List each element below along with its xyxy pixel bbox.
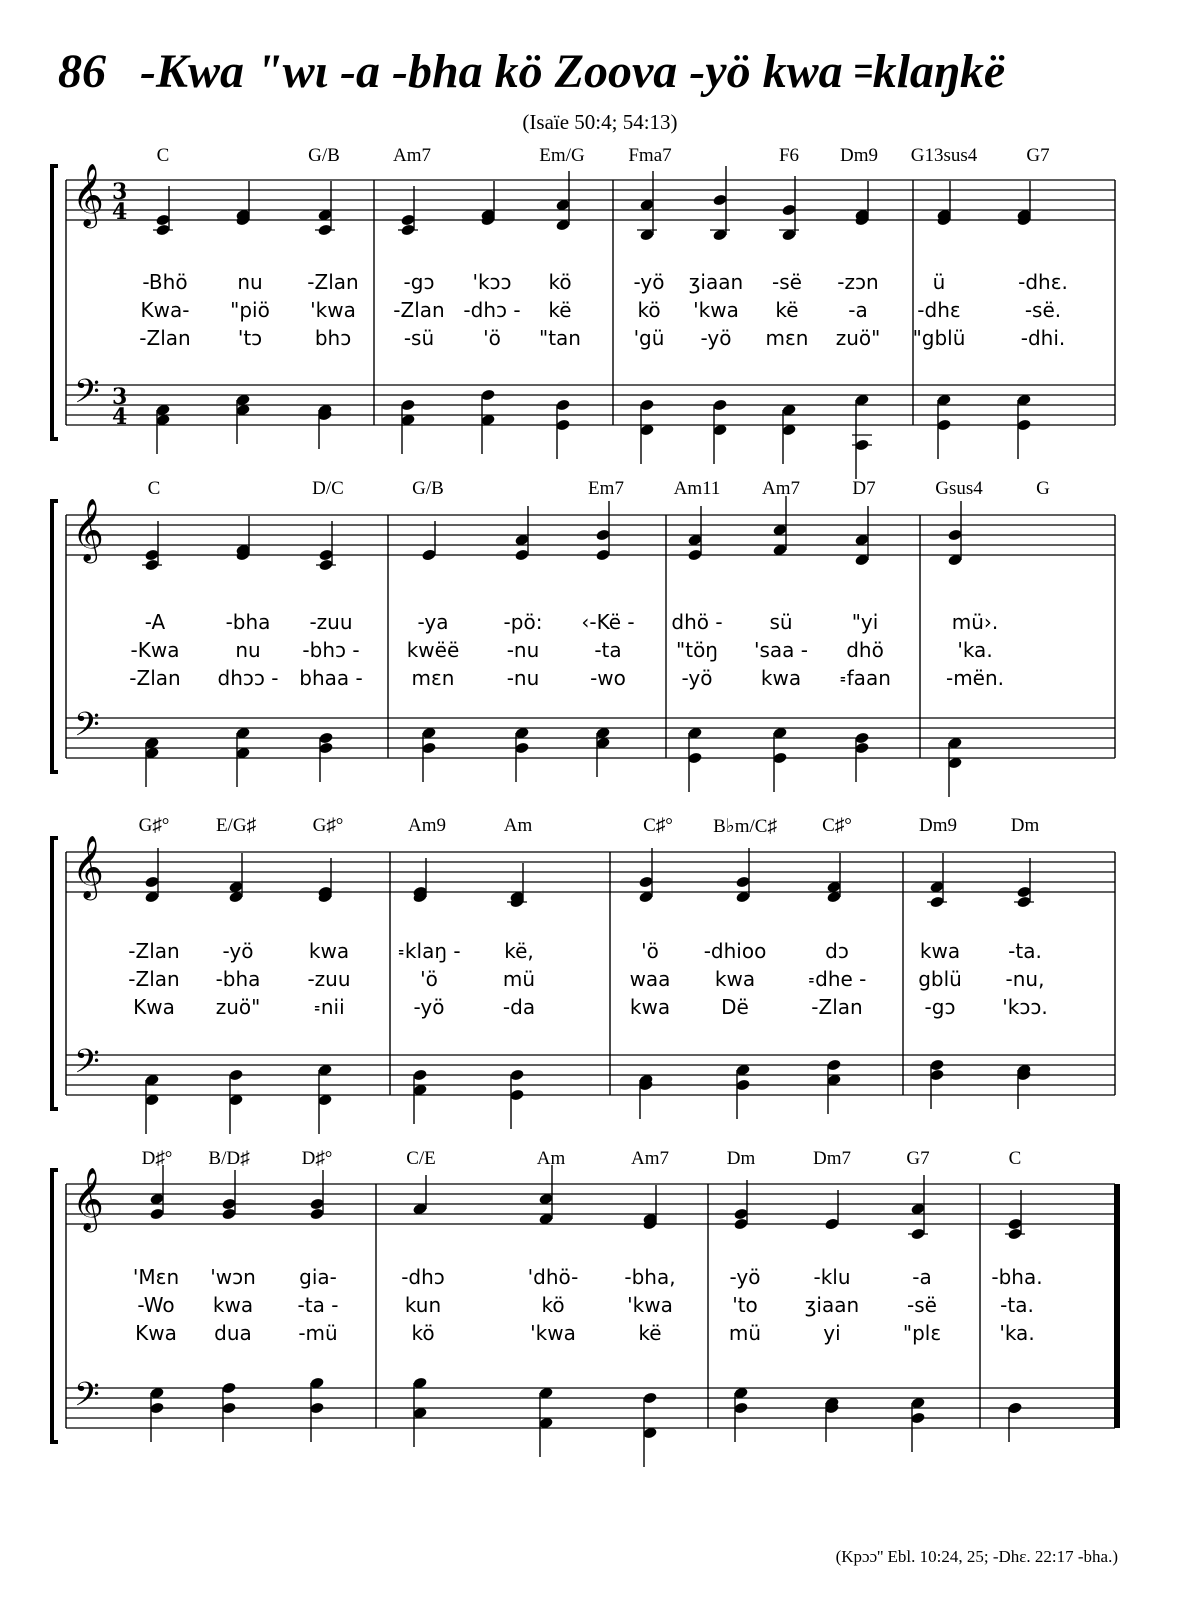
chord-symbol: G/B: [308, 145, 340, 166]
note-chord: [221, 1381, 236, 1442]
lyric-syllable: mü›.: [951, 610, 999, 634]
chord-symbol: Dm: [1010, 815, 1040, 836]
lyric-syllable: -bha.: [991, 1265, 1043, 1289]
lyric-syllable: -dhɛ: [917, 298, 961, 322]
chord-symbol: C: [1008, 1148, 1022, 1169]
lyric-syllable: -yö: [700, 326, 732, 350]
lyric-syllable: -mü: [298, 1321, 338, 1345]
chord-symbol: Dm7: [813, 1148, 851, 1169]
lyric-syllable: -Zlan: [139, 326, 191, 350]
bass-clef-icon: 𝄢: [74, 1043, 100, 1089]
lyric-syllable: dua: [214, 1321, 252, 1345]
chord-symbol: Gsus4: [935, 478, 983, 499]
lyric-syllable: 'ö: [483, 326, 501, 350]
lyric-syllable: kö: [548, 270, 572, 294]
note-chord: [149, 1165, 164, 1221]
lyric-syllable: -ta -: [297, 1293, 339, 1317]
chord-symbol: G7: [906, 1148, 930, 1169]
footer-reference: (Kpɔɔ'' Ebl. 10:24, 25; -Dhɛ. 22:17 -bha.): [835, 1547, 1118, 1566]
treble-clef-icon: 𝄞: [72, 1167, 104, 1230]
lyric-syllable: bhaa -: [299, 666, 363, 690]
lyric-syllable: bhɔ: [314, 326, 352, 350]
note-chord: [149, 1386, 164, 1442]
lyric-syllable: -yö: [729, 1265, 761, 1289]
lyric-syllable: 'to: [732, 1293, 758, 1317]
chord-symbol: G♯°: [312, 815, 344, 836]
lyric-syllable: "tan: [539, 326, 581, 350]
lyric-syllable: -Zlan: [811, 995, 863, 1019]
chord-symbol: Am7: [393, 145, 431, 166]
lyric-syllable: -yö: [413, 995, 445, 1019]
lyric-syllable: "gblü: [912, 326, 966, 350]
note-chord: [538, 1165, 553, 1226]
lyric-syllable: -Zlan: [393, 298, 445, 322]
lyric-syllable: -së: [907, 1293, 937, 1317]
lyric-syllable: 'gü: [633, 326, 665, 350]
chord-symbol: Dm9: [840, 145, 878, 166]
lyric-syllable: -zɔn: [837, 270, 879, 294]
lyric-syllable: 'kwa: [530, 1321, 576, 1345]
lyric-syllable: -zuu: [309, 610, 353, 634]
note-chord: [309, 1170, 324, 1221]
lyric-syllable: 'tɔ: [237, 326, 263, 350]
lyric-syllable: dhö: [846, 638, 884, 662]
lyric-syllable: -nu: [506, 638, 540, 662]
chord-symbol: C/E: [406, 1148, 436, 1169]
lyric-syllable: 'kwa: [627, 1293, 673, 1317]
lyric-syllable: ü: [932, 270, 946, 294]
lyric-syllable: nu: [237, 270, 263, 294]
lyric-syllable: -gɔ: [403, 270, 435, 294]
lyric-syllable: "piö: [230, 298, 270, 322]
lyric-syllable: zuö": [215, 995, 261, 1019]
treble-clef-icon: 𝄞: [72, 498, 104, 561]
lyric-syllable: ꞊klaŋ -: [397, 939, 461, 963]
time-signature-bottom: 4: [112, 199, 128, 225]
lyric-syllable: gblü: [918, 967, 962, 991]
note-chord: [733, 1180, 748, 1231]
note-chord: [1005, 1190, 1025, 1241]
note-chord: [824, 1396, 839, 1442]
chord-symbol: E/G♯: [215, 815, 257, 836]
lyric-syllable: yi: [823, 1321, 841, 1345]
chord-symbol: C: [147, 478, 161, 499]
chord-symbol: G♯°: [138, 815, 170, 836]
lyric-syllable: kun: [404, 1293, 442, 1317]
note-chord: [733, 1386, 748, 1442]
chord-symbol: D/C: [312, 478, 344, 499]
lyric-syllable: ꞊dhe -: [807, 967, 867, 991]
lyric-syllable: -ta.: [1000, 1293, 1034, 1317]
time-signature-bottom: 4: [112, 404, 128, 430]
lyric-syllable: -Zlan: [129, 666, 181, 690]
chord-symbol: Am9: [408, 815, 446, 836]
lyric-syllable: Dë: [721, 995, 749, 1019]
lyric-syllable: 'kɔɔ: [472, 270, 512, 294]
lyric-syllable: -së: [772, 270, 802, 294]
chord-symbol: G7: [1026, 145, 1050, 166]
lyric-syllable: zuö": [835, 326, 881, 350]
lyric-syllable: kö: [411, 1321, 435, 1345]
lyric-syllable: 'ö: [641, 939, 659, 963]
lyric-syllable: mü: [728, 1321, 762, 1345]
lyric-syllable: ‹-Kë -: [581, 610, 635, 634]
lyric-syllable: kö: [541, 1293, 565, 1317]
note-chord: [642, 1391, 657, 1467]
lyric-syllable: -bha: [225, 610, 271, 634]
lyric-syllable: kö: [637, 298, 661, 322]
chord-symbol: Em7: [588, 478, 624, 499]
lyric-syllable: -yö: [222, 939, 254, 963]
bass-clef-icon: 𝄢: [74, 1376, 100, 1422]
lyric-syllable: mɛn: [765, 326, 809, 350]
chord-symbol: Am: [536, 1148, 566, 1169]
lyric-syllable: dɔ: [825, 939, 849, 963]
lyric-syllable: -Zlan: [128, 939, 180, 963]
lyric-syllable: Kwa: [135, 1321, 177, 1345]
lyric-syllable: -yö: [681, 666, 713, 690]
lyric-syllable: mɛn: [411, 666, 455, 690]
note-chord: [910, 1396, 925, 1452]
lyric-syllable: 'Mɛn: [132, 1265, 180, 1289]
chord-symbol: Fma7: [628, 145, 672, 166]
lyric-syllable: kë: [638, 1321, 662, 1345]
lyric-syllable: 'dhö-: [527, 1265, 579, 1289]
lyric-syllable: 'ka.: [999, 1321, 1035, 1345]
lyric-syllable: 'saa -: [753, 638, 809, 662]
lyric-syllable: 'kwa: [310, 298, 356, 322]
lyric-syllable: Kwa: [133, 995, 175, 1019]
lyric-syllable: -dhioo: [703, 939, 767, 963]
lyric-syllable: -yö: [633, 270, 665, 294]
lyric-syllable: -bha,: [624, 1265, 676, 1289]
lyric-syllable: -zuu: [307, 967, 351, 991]
scripture-reference: (Isaïe 50:4; 54:13): [522, 110, 678, 134]
lyric-syllable: 'kɔɔ.: [1002, 995, 1048, 1019]
lyric-syllable: dhɔɔ -: [217, 666, 279, 690]
chord-symbol: B♭m/C♯: [713, 816, 777, 837]
lyric-syllable: -dhɔ: [401, 1265, 445, 1289]
lyric-syllable: -dhi.: [1020, 326, 1066, 350]
lyric-syllable: -a: [912, 1265, 932, 1289]
chord-symbol: B/D♯: [208, 1148, 250, 1169]
chord-symbol: F6: [778, 145, 800, 166]
chord-symbol: D♯°: [141, 1148, 173, 1169]
lyric-syllable: ʒiaan: [688, 270, 744, 294]
lyric-syllable: -Wo: [137, 1293, 175, 1317]
note-chord: [309, 1376, 324, 1442]
lyric-syllable: 'kwa: [693, 298, 739, 322]
chord-symbol: C♯°: [643, 815, 673, 836]
lyric-syllable: kwa: [760, 666, 802, 690]
lyric-syllable: ꞊nii: [313, 995, 345, 1019]
chord-symbol: Dm: [726, 1148, 756, 1169]
note-chord: [1007, 1401, 1022, 1442]
bass-clef-icon: 𝄢: [74, 706, 100, 752]
chord-symbol: D♯°: [301, 1148, 333, 1169]
lyric-syllable: kë: [775, 298, 799, 322]
chord-symbol: Am7: [631, 1148, 669, 1169]
lyric-syllable: dhö -: [671, 610, 723, 634]
lyric-syllable: -ta.: [1008, 939, 1042, 963]
lyric-syllable: 'ö: [420, 967, 438, 991]
lyric-syllable: -Zlan: [128, 967, 180, 991]
treble-clef-icon: 𝄞: [72, 163, 104, 226]
lyric-syllable: -wo: [590, 666, 626, 690]
chord-symbol: Dm9: [919, 815, 957, 836]
chord-symbol: G/B: [412, 478, 444, 499]
note-chord: [824, 1190, 839, 1231]
lyric-syllable: "yi: [851, 610, 879, 634]
lyric-syllable: kwa: [629, 995, 671, 1019]
lyric-syllable: -nu: [506, 666, 540, 690]
note-chord: [221, 1170, 236, 1221]
lyric-syllable: -sü: [403, 326, 435, 350]
lyric-syllable: -A: [144, 610, 166, 634]
chord-symbol: Em/G: [539, 145, 585, 166]
brace-bracket-icon: [52, 1170, 58, 1442]
chord-symbol: C♯°: [822, 815, 852, 836]
chord-symbol: D7: [852, 478, 876, 499]
lyric-syllable: waa: [629, 967, 671, 991]
lyric-syllable: sü: [769, 610, 793, 634]
lyric-syllable: -nu,: [1005, 967, 1045, 991]
lyric-syllable: ʒiaan: [804, 1293, 860, 1317]
bass-clef-icon: 𝄢: [74, 373, 100, 419]
time-signature-top: 3: [112, 384, 128, 410]
lyric-syllable: kwëë: [406, 638, 460, 662]
final-barline: [1114, 1184, 1120, 1428]
lyric-syllable: kwa: [714, 967, 756, 991]
note-chord: [908, 1175, 928, 1241]
hymn-number: 86: [58, 45, 106, 98]
lyric-syllable: -ta: [594, 638, 622, 662]
lyric-syllable: -Zlan: [307, 270, 359, 294]
lyric-syllable: nu: [235, 638, 261, 662]
lyric-syllable: -da: [502, 995, 536, 1019]
lyric-syllable: Kwa-: [140, 298, 190, 322]
lyric-syllable: kwa: [212, 1293, 254, 1317]
lyric-syllable: -së.: [1024, 298, 1062, 322]
lyric-syllable: 'ka.: [957, 638, 993, 662]
chord-symbol: Am11: [673, 478, 721, 499]
lyric-syllable: -pö:: [503, 610, 543, 634]
lyric-syllable: -klu: [813, 1265, 851, 1289]
lyric-syllable: -a: [848, 298, 868, 322]
lyric-syllable: -bhɔ -: [302, 638, 360, 662]
lyric-syllable: 'wɔn: [210, 1265, 256, 1289]
lyric-syllable: -gɔ: [924, 995, 956, 1019]
lyric-syllable: kë,: [504, 939, 534, 963]
lyric-syllable: -Kwa: [130, 638, 180, 662]
hymn-title: -Kwa "wɩ -a -bha kö Zoova -yö kwa ꞊klaŋkë: [140, 45, 1006, 98]
note-chord: [642, 1185, 657, 1231]
lyric-syllable: -bha: [215, 967, 261, 991]
time-signature-top: 3: [112, 179, 128, 205]
lyric-syllable: gia-: [299, 1265, 337, 1289]
treble-clef-icon: 𝄞: [72, 835, 104, 898]
chord-symbol: Am7: [762, 478, 800, 499]
lyric-syllable: "töŋ: [676, 638, 718, 662]
chord-symbol: C: [156, 145, 170, 166]
lyric-syllable: -Bhö: [142, 270, 188, 294]
chord-symbol: G13sus4: [910, 145, 978, 166]
chord-symbol: G: [1036, 478, 1050, 499]
lyric-syllable: -dhɔ -: [463, 298, 521, 322]
lyric-syllable: kë: [548, 298, 572, 322]
note-chord: [412, 1376, 427, 1447]
lyric-syllable: -ya: [417, 610, 449, 634]
note-chord: [412, 1175, 427, 1216]
note-chord: [538, 1386, 553, 1457]
lyric-syllable: "plɛ: [902, 1321, 942, 1345]
lyric-syllable: ꞊faan: [839, 666, 891, 690]
lyric-syllable: mü: [502, 967, 536, 991]
lyric-syllable: kwa: [919, 939, 961, 963]
lyric-syllable: -dhɛ.: [1018, 270, 1068, 294]
chord-symbol: Am: [503, 815, 533, 836]
lyric-syllable: -mën.: [945, 666, 1005, 690]
lyric-syllable: kwa: [308, 939, 350, 963]
